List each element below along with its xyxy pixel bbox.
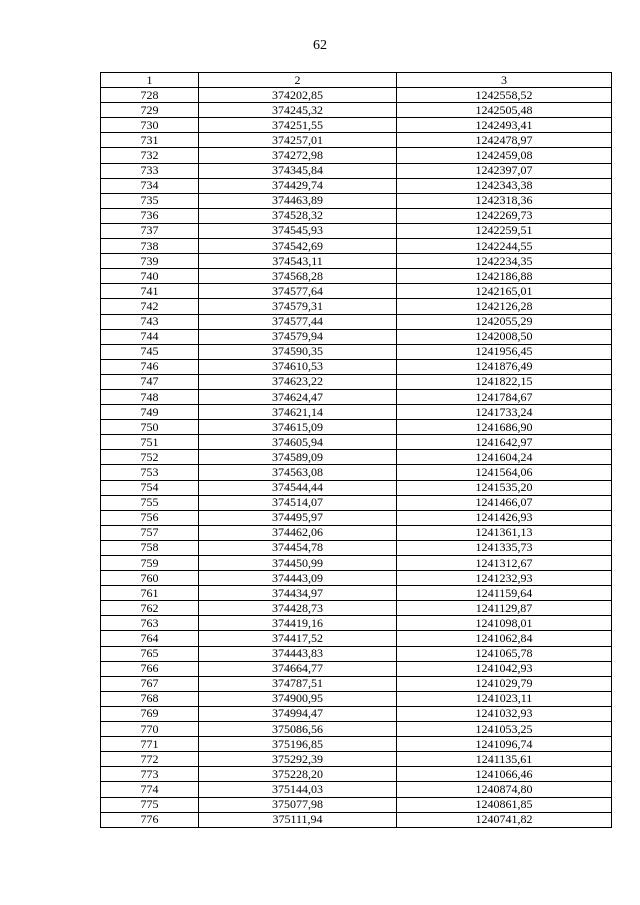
y-coordinate-cell: 1242055,29 — [397, 314, 612, 329]
y-coordinate-cell: 1242493,41 — [397, 118, 612, 133]
point-number-cell: 743 — [101, 314, 199, 329]
table-row — [101, 812, 612, 827]
x-coordinate-cell: 374462,06 — [199, 525, 397, 540]
table-row — [101, 103, 612, 118]
y-coordinate-cell: 1242008,50 — [397, 329, 612, 344]
x-coordinate-cell: 374542,69 — [199, 239, 397, 254]
y-coordinate-cell: 1241466,07 — [397, 495, 612, 510]
table-row — [101, 118, 612, 133]
y-coordinate-cell: 1241066,46 — [397, 767, 612, 782]
table-row — [101, 525, 612, 540]
point-number-cell: 771 — [101, 737, 199, 752]
x-coordinate-cell: 374443,09 — [199, 571, 397, 586]
y-coordinate-cell: 1241032,93 — [397, 706, 612, 721]
y-coordinate-cell: 1242343,38 — [397, 178, 612, 193]
x-coordinate-cell: 375196,85 — [199, 737, 397, 752]
table-row — [101, 178, 612, 193]
point-number-cell: 757 — [101, 525, 199, 540]
y-coordinate-cell: 1242459,08 — [397, 148, 612, 163]
x-coordinate-cell: 374545,93 — [199, 223, 397, 238]
x-coordinate-cell: 374590,35 — [199, 344, 397, 359]
y-coordinate-cell: 1241335,73 — [397, 540, 612, 555]
point-number-cell: 772 — [101, 752, 199, 767]
point-number-cell: 770 — [101, 722, 199, 737]
x-coordinate-cell: 374621,14 — [199, 405, 397, 420]
point-number-cell: 755 — [101, 495, 199, 510]
x-coordinate-cell: 374544,44 — [199, 480, 397, 495]
y-coordinate-cell: 1241535,20 — [397, 480, 612, 495]
y-coordinate-cell: 1241135,61 — [397, 752, 612, 767]
column-header-1: 1 — [101, 73, 199, 88]
table-row — [101, 571, 612, 586]
x-coordinate-cell: 374245,32 — [199, 103, 397, 118]
table-row — [101, 420, 612, 435]
point-number-cell: 729 — [101, 103, 199, 118]
x-coordinate-cell: 375292,39 — [199, 752, 397, 767]
table-row — [101, 193, 612, 208]
table-row — [101, 661, 612, 676]
x-coordinate-cell: 374417,52 — [199, 631, 397, 646]
y-coordinate-cell: 1241956,45 — [397, 344, 612, 359]
point-number-cell: 747 — [101, 374, 199, 389]
x-coordinate-cell: 374577,64 — [199, 284, 397, 299]
table-row — [101, 389, 612, 404]
y-coordinate-cell: 1241159,64 — [397, 586, 612, 601]
x-coordinate-cell: 374272,98 — [199, 148, 397, 163]
y-coordinate-cell: 1241062,84 — [397, 631, 612, 646]
x-coordinate-cell: 374429,74 — [199, 178, 397, 193]
x-coordinate-cell: 374787,51 — [199, 676, 397, 691]
x-coordinate-cell: 374579,31 — [199, 299, 397, 314]
x-coordinate-cell: 374624,47 — [199, 389, 397, 404]
table-row — [101, 88, 612, 103]
point-number-cell: 731 — [101, 133, 199, 148]
x-coordinate-cell: 374994,47 — [199, 706, 397, 721]
table-row — [101, 722, 612, 737]
point-number-cell: 735 — [101, 193, 199, 208]
y-coordinate-cell: 1242478,97 — [397, 133, 612, 148]
column-header-2: 2 — [199, 73, 397, 88]
point-number-cell: 763 — [101, 616, 199, 631]
point-number-cell: 751 — [101, 435, 199, 450]
y-coordinate-cell: 1241733,24 — [397, 405, 612, 420]
point-number-cell: 740 — [101, 269, 199, 284]
y-coordinate-cell: 1241426,93 — [397, 510, 612, 525]
table-row — [101, 284, 612, 299]
table-row — [101, 329, 612, 344]
y-coordinate-cell: 1241686,90 — [397, 420, 612, 435]
point-number-cell: 760 — [101, 571, 199, 586]
point-number-cell: 761 — [101, 586, 199, 601]
y-coordinate-cell: 1241065,78 — [397, 646, 612, 661]
point-number-cell: 734 — [101, 178, 199, 193]
table-body — [101, 88, 612, 828]
table-row — [101, 254, 612, 269]
table-row — [101, 631, 612, 646]
x-coordinate-cell: 375144,03 — [199, 782, 397, 797]
y-coordinate-cell: 1240861,85 — [397, 797, 612, 812]
x-coordinate-cell: 375086,56 — [199, 722, 397, 737]
y-coordinate-cell: 1242244,55 — [397, 239, 612, 254]
x-coordinate-cell: 374454,78 — [199, 540, 397, 555]
x-coordinate-cell: 375228,20 — [199, 767, 397, 782]
point-number-cell: 737 — [101, 223, 199, 238]
table-row — [101, 239, 612, 254]
point-number-cell: 758 — [101, 540, 199, 555]
y-coordinate-cell: 1241604,24 — [397, 450, 612, 465]
x-coordinate-cell: 374257,01 — [199, 133, 397, 148]
point-number-cell: 756 — [101, 510, 199, 525]
y-coordinate-cell: 1242234,35 — [397, 254, 612, 269]
x-coordinate-cell: 374615,09 — [199, 420, 397, 435]
y-coordinate-cell: 1241564,06 — [397, 465, 612, 480]
page-number: 62 — [313, 38, 327, 53]
x-coordinate-cell: 374434,97 — [199, 586, 397, 601]
table-row — [101, 495, 612, 510]
y-coordinate-cell: 1241096,74 — [397, 737, 612, 752]
point-number-cell: 767 — [101, 676, 199, 691]
y-coordinate-cell: 1241023,11 — [397, 691, 612, 706]
y-coordinate-cell: 1242558,52 — [397, 88, 612, 103]
point-number-cell: 728 — [101, 88, 199, 103]
point-number-cell: 750 — [101, 420, 199, 435]
table-row — [101, 691, 612, 706]
point-number-cell: 766 — [101, 661, 199, 676]
point-number-cell: 754 — [101, 480, 199, 495]
point-number-cell: 746 — [101, 359, 199, 374]
table-row — [101, 646, 612, 661]
x-coordinate-cell: 375111,94 — [199, 812, 397, 827]
y-coordinate-cell: 1241822,15 — [397, 374, 612, 389]
table-row — [101, 540, 612, 555]
x-coordinate-cell: 374589,09 — [199, 450, 397, 465]
point-number-cell: 744 — [101, 329, 199, 344]
y-coordinate-cell: 1241053,25 — [397, 722, 612, 737]
table-row — [101, 601, 612, 616]
y-coordinate-cell: 1242269,73 — [397, 208, 612, 223]
table-row — [101, 556, 612, 571]
point-number-cell: 748 — [101, 389, 199, 404]
table-row — [101, 208, 612, 223]
table-row — [101, 269, 612, 284]
x-coordinate-cell: 374900,95 — [199, 691, 397, 706]
y-coordinate-cell: 1242165,01 — [397, 284, 612, 299]
point-number-cell: 736 — [101, 208, 199, 223]
x-coordinate-cell: 374450,99 — [199, 556, 397, 571]
y-coordinate-cell: 1242318,36 — [397, 193, 612, 208]
x-coordinate-cell: 374202,85 — [199, 88, 397, 103]
x-coordinate-cell: 374664,77 — [199, 661, 397, 676]
table-row — [101, 359, 612, 374]
point-number-cell: 776 — [101, 812, 199, 827]
table-row — [101, 223, 612, 238]
point-number-cell: 768 — [101, 691, 199, 706]
point-number-cell: 773 — [101, 767, 199, 782]
table-row — [101, 450, 612, 465]
y-coordinate-cell: 1242505,48 — [397, 103, 612, 118]
x-coordinate-cell: 374419,16 — [199, 616, 397, 631]
x-coordinate-cell: 374528,32 — [199, 208, 397, 223]
x-coordinate-cell: 374605,94 — [199, 435, 397, 450]
table-row — [101, 706, 612, 721]
x-coordinate-cell: 374443,83 — [199, 646, 397, 661]
x-coordinate-cell: 374345,84 — [199, 163, 397, 178]
y-coordinate-cell: 1241876,49 — [397, 359, 612, 374]
x-coordinate-cell: 374610,53 — [199, 359, 397, 374]
y-coordinate-cell: 1241042,93 — [397, 661, 612, 676]
point-number-cell: 762 — [101, 601, 199, 616]
table-row — [101, 510, 612, 525]
x-coordinate-cell: 374623,22 — [199, 374, 397, 389]
y-coordinate-cell: 1240741,82 — [397, 812, 612, 827]
table-row — [101, 616, 612, 631]
point-number-cell: 739 — [101, 254, 199, 269]
y-coordinate-cell: 1242126,28 — [397, 299, 612, 314]
y-coordinate-cell: 1241232,93 — [397, 571, 612, 586]
y-coordinate-cell: 1240874,80 — [397, 782, 612, 797]
point-number-cell: 775 — [101, 797, 199, 812]
x-coordinate-cell: 374495,97 — [199, 510, 397, 525]
table-row — [101, 314, 612, 329]
table-row — [101, 797, 612, 812]
x-coordinate-cell: 374428,73 — [199, 601, 397, 616]
y-coordinate-cell: 1241642,97 — [397, 435, 612, 450]
table-row — [101, 299, 612, 314]
x-coordinate-cell: 374579,94 — [199, 329, 397, 344]
table-row — [101, 752, 612, 767]
x-coordinate-cell: 374568,28 — [199, 269, 397, 284]
point-number-cell: 738 — [101, 239, 199, 254]
table-row — [101, 163, 612, 178]
y-coordinate-cell: 1242259,51 — [397, 223, 612, 238]
table-row — [101, 374, 612, 389]
x-coordinate-cell: 374514,07 — [199, 495, 397, 510]
point-number-cell: 753 — [101, 465, 199, 480]
y-coordinate-cell: 1241129,87 — [397, 601, 612, 616]
table-row — [101, 480, 612, 495]
point-number-cell: 733 — [101, 163, 199, 178]
x-coordinate-cell: 374251,55 — [199, 118, 397, 133]
table-row — [101, 133, 612, 148]
table-row — [101, 737, 612, 752]
table-row — [101, 586, 612, 601]
table-row — [101, 405, 612, 420]
point-number-cell: 732 — [101, 148, 199, 163]
table-row — [101, 344, 612, 359]
y-coordinate-cell: 1241361,13 — [397, 525, 612, 540]
point-number-cell: 765 — [101, 646, 199, 661]
x-coordinate-cell: 374577,44 — [199, 314, 397, 329]
point-number-cell: 749 — [101, 405, 199, 420]
x-coordinate-cell: 374563,08 — [199, 465, 397, 480]
table-row — [101, 767, 612, 782]
point-number-cell: 769 — [101, 706, 199, 721]
column-header-3: 3 — [397, 73, 612, 88]
point-number-cell: 759 — [101, 556, 199, 571]
y-coordinate-cell: 1241029,79 — [397, 676, 612, 691]
point-number-cell: 745 — [101, 344, 199, 359]
point-number-cell: 730 — [101, 118, 199, 133]
point-number-cell: 752 — [101, 450, 199, 465]
table-row — [101, 676, 612, 691]
y-coordinate-cell: 1242186,88 — [397, 269, 612, 284]
point-number-cell: 764 — [101, 631, 199, 646]
table-row — [101, 465, 612, 480]
table-row — [101, 435, 612, 450]
table-row — [101, 782, 612, 797]
table-row — [101, 148, 612, 163]
x-coordinate-cell: 374543,11 — [199, 254, 397, 269]
point-number-cell: 774 — [101, 782, 199, 797]
x-coordinate-cell: 374463,89 — [199, 193, 397, 208]
header-row — [101, 73, 612, 88]
y-coordinate-cell: 1242397,07 — [397, 163, 612, 178]
x-coordinate-cell: 375077,98 — [199, 797, 397, 812]
y-coordinate-cell: 1241784,67 — [397, 389, 612, 404]
point-number-cell: 741 — [101, 284, 199, 299]
table-header — [101, 73, 612, 88]
y-coordinate-cell: 1241312,67 — [397, 556, 612, 571]
coordinates-table — [100, 72, 612, 828]
y-coordinate-cell: 1241098,01 — [397, 616, 612, 631]
point-number-cell: 742 — [101, 299, 199, 314]
